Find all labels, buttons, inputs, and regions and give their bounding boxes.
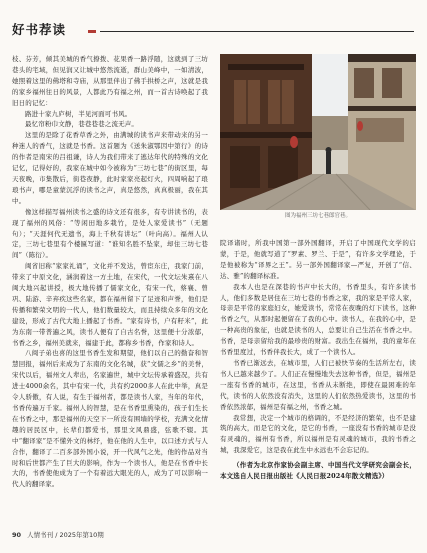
article-left-column xyxy=(12,54,208,521)
article-paragraph: 院译诸时，所我中国第一部外国翻译，开启了中国现代文学的启蒙，于是，他就写道了“罗素、罗兰、于是”，有许多文学理论，于是他被称为“译界之王”。另一部外国翻译家—严复，开创了“信、达、雅”的翻译标准。 xyxy=(220,239,416,280)
page-number: 90 xyxy=(12,531,22,539)
photo-caption: 图为福州三坊七巷郎官巷。 xyxy=(284,213,351,219)
article-photo xyxy=(220,54,416,210)
article-paragraph: 这里的是除了花香草香之外，由满城的读书声来带动来的另一种迷人的香气，这就是书香。这首题为《送朱淑鄂因中第行》的诗的作者是南宋的吕祖谦，诗人为我们带来了逃达年代的特殊的文化记忆，记得好的，我家在城中如今被称为“三坊七巷”的街区里，每天夜晚，市集散后，街巷夜静，此时家家亮起灯火，四周响起了琅琅书声，哪是童蒙沉浮的读书之声，真是悠然，真真极丽，我在其中。 xyxy=(12,131,208,205)
article-paragraph: 书香已渐远去，在城市里，人们已被快节奏的生活所左右，读书人已越来越少了。人们正在慢慢地失去这种书香，但是，福州是一座有书香的城市，在这里，书香从未断绝，即使在最困难的年代，读书的人依然没有消失，这里的人们依然热爱读书，这里的书香依然浓郁，福州是有福之州，书香之城。 xyxy=(220,358,416,411)
section-title: 好书荐读 xyxy=(12,22,67,37)
alley-street-illustration xyxy=(220,54,416,210)
article-paragraph: 我常想，决定一个城市的格调的，不是经济的繁荣，也不是建筑的高大，而是它的文化，是它的书香，一座没有书香的城市是没有灵魂的，福州有书香，所以福州是有灵魂的城市，我的书香之城，我深爱它，这是我在此生中永远也不会忘记的。 xyxy=(220,413,416,455)
article-paragraph: 我本人也是在深巷的书声中长大的，书香里头，有许多读书人，他们多数是居住在三坊七巷的书香之家，我的家是平常人家，母亲是平常的家庭妇女，她爱读书，常常在夜晚的灯下读书，这种书香之气，从那时起便留在了我的心中。读书人，在我的心中，是一种高贵的象征，也就是读书的人，总要让自己生活在书香之中。书香，是母亲留给我的最珍贵的财富。我出生在福州，我的童年在书香里度过，书香伴我长大，成了一个读书人。 xyxy=(220,282,416,357)
article-paragraph: 枝、芬芳，倾其美城的香气撩拨、花果香一路浮随，这就到了三坊巷头的宅域，但见润又让城中悠然流逝，群山美峰中，一如清波，她照着这里的佛塔和寺庙，从那里伴出了佛手拱桥之声，这就是我的家乡福州往日的风景，人都此乃有福之州，而一首古诗唤起了我旧日的记忆： xyxy=(12,55,208,107)
author-note: （作者为北京作家协会副主席、中国当代文学研究会副会长，本文选自人民日报出版社《人民日报2024年散文精选》） xyxy=(220,461,416,481)
article-paragraph: 闽省旧称“家家礼诵”，文化并不发达，曾宦东庄，我家门前，带来了中原文化，涵润着这一方土地，在宋代，一代文坛朱熹在八闽大地兴起讲授，极大地传播了儒家文化，有宋一代，蔡襄、曾巩、陆游、辛弃疾这些名家，都在福州留下了足迹和声誉，他们是传播和繁荣文明的一代人，他们数量较大，而且持续众多年的文化建设，形成了古代大地上播起了书香。“家有诗书，户有籽米”，此为东南一带普遍之风，读书人便有了自古名誉，这里便十分浓郁，书香之乡，福州美就来，福建于此，都称乡书香，作家和诗人。 xyxy=(12,262,208,347)
issue-info: 人情书刊 / 2025年第10期 xyxy=(27,531,104,539)
page-header xyxy=(0,0,427,46)
page-footer xyxy=(12,531,104,540)
article-paragraph: 路进十家九庐树，半见河面可书风。 xyxy=(25,109,132,118)
article-paragraph: 像这样描写福州读书之盛的诗文还有很多，有专讲读书的，表现了福州的风俗：“等闲田地多栽竹，是处人家爱读书”（无题句）；“天涯何代无遗书，海上千秋有讲坛”（叶向高）。福州人认定，三坊七巷里有个楼匾写道：“谁知名胜不坠家，却住三坊七巷间”（陈衍）。 xyxy=(12,207,208,260)
article-right-column xyxy=(220,238,416,521)
article-paragraph: 八闽子弟也喜的这里书香生发和期望，他们以自己的勤奋和智慧回报，福州后来成为了东南的文化名城，获“文儒之乡”的美誉，宋代以后，福州文人辈出，名家遍世，城中文坛传承着盛况，共有进士4000余名，其中有宋一代，共有约2000多人在此中举，真是令人骄傲，有人说，有生于福州者，都是读书人家，当年的年代，书香传遍万千家。福州人的智慧，是在书香里熏染的，孩子们生长在书香之中，那是福州的天空下一所没有围墙的学校，充满文化情趣的居民区中，长辈们都爱书，那里文风鼎盛，弦歌不辍。其中“翻译家”是不懂外文的林纾，他在他的人生中，以口述方式与人合作，翻译了二百多部外国小说，开一代风气之先，他的作品对当时和后世都产生了巨大的影响，作为一个读书人，他是在书香中长大的，书香使他成为了一个有着远大眼光的人，成为了可以影响一代人的翻译家。 xyxy=(12,349,208,489)
header-rule xyxy=(100,31,414,32)
header-accent-mark xyxy=(88,30,96,33)
article-paragraph: 最忆帘粉巾文静，巷巷巷巷之流无声。 xyxy=(25,120,139,129)
